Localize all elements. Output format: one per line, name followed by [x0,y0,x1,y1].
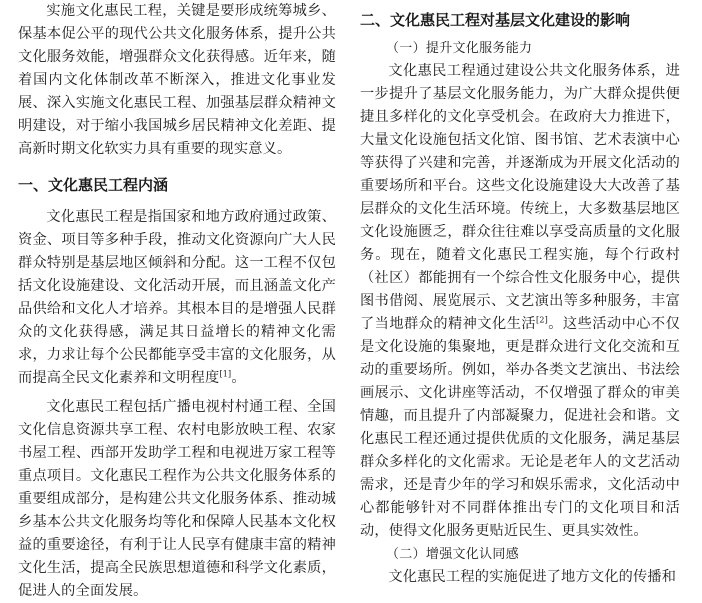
subsection-heading-2: （二）增强文化认同感 [386,547,520,562]
section-heading-1: 一、文化惠民工程内涵 [18,176,169,194]
right-column [360,0,680,589]
paragraph-service-capacity-text: 文化惠民工程通过建设公共文化服务体系，进一步提升了基层文化服务能力，为广大群众提供便捷且多样化的文化享受机会。在政府大力推进下，大量文化设施包括文化馆、图书馆、艺术表演中心等获得了兴建和完善，并逐渐成为开展文化活动的重要场所和平台。这些文化设施建设大大改善了基层群众的文化生活环境。传统上，大多数基层地区文化设施匮乏，群众往往难以享受高质量的文化服务。现在，随着文化惠民工程实施，每个行政村（社区）都能拥有一个综合性文化服务中心，提供图书借阅、展览展示、文艺演出等多种服务，丰富了当地群众的精神文化生活 [360,63,680,332]
paragraph-service-capacity [360,60,680,543]
citation-ref-1[interactable]: [1] [219,369,232,379]
citation-ref-2[interactable]: [2] [536,315,548,325]
paragraph-definition-text: 文化惠民工程是指国家和地方政府通过政策、资金、项目等多种手段，推动文化资源向广大人民群众特别是基层地区倾斜和分配。这一工程不仅包括文化设施建设、文化活动开展，而且涵盖文化产品供给和文化人才培养。其根本目的是增强人民群众的文化获得感，满足其日益增长的精神文化需求，力求让每个公民都能享受丰富的文化服务，从而提高全民文化素养和文明程度 [18,209,336,386]
paragraph-service-capacity-end: 。这些活动中心不仅是文化设施的集聚地，更是群众进行文化交流和互动的重要场所。例如，举办各类文艺演出、书法绘画展示、文化讲座等活动，不仅增强了群众的审美情趣，而且提升了内部凝聚力，促进社会和谐。文化惠民工程还通过提供优质的文化服务，满足基层群众多样化的文化需求。无论是老年人的文艺活动需求，还是青少年的学习和娱乐需求，文化活动中心都能够针对不同群体推出专门的文化项目和活动，使得文化服务更贴近民生、更具实效性。 [360,316,680,539]
paragraph-definition-end: 。 [231,370,246,386]
left-column [18,0,336,603]
paragraph-definition [18,206,336,390]
intro-paragraph: 实施文化惠民工程，关键是要形成统筹城乡、保基本促公平的现代公共文化服务体系，提升公共文化服务效能，增强群众文化获得感。近年来，随着国内文化体制改革不断深入，推进文化事业发展、深入实施文化惠民工程、加强基层群众精神文明建设，对于缩小我国城乡居民精神文化差距、提高新时期文化软实力具有重要的现实意义。 [18,3,336,157]
subsection-heading-1: （一）提升文化服务能力 [386,41,533,56]
section-heading-2: 二、文化惠民工程对基层文化建设的影响 [360,11,631,29]
paragraph-projects: 文化惠民工程包括广播电视村村通工程、全国文化信息资源共享工程、农村电影放映工程、农家书屋工程、西部开发助学工程和电视进万家工程等重点项目。文化惠民工程作为公共文化服务体系的重要组成部分，是构建公共文化服务体系、推动城乡基本公共文化服务均等化和保障人民基本文化权益的重要途径，有利于让人民享有健康丰富的精神文化生活，提高全民族思想道德和科学文化素质，促进人的全面发展。 [18,399,336,599]
paragraph-cultural-identity: 文化惠民工程的实施促进了地方文化的传播和 [388,569,677,585]
